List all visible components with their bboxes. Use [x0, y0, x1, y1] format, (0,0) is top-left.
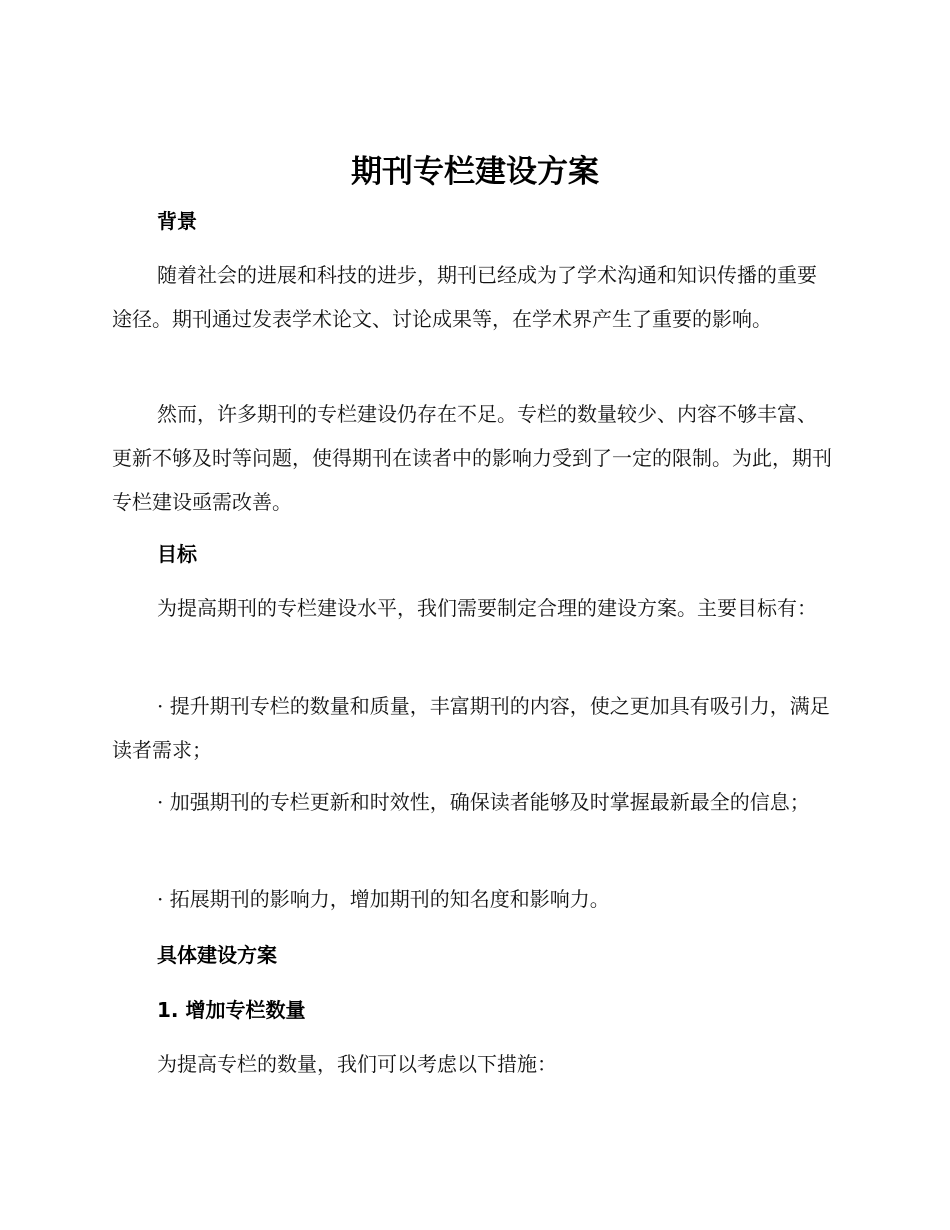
background-paragraph-1: 随着社会的进展和科技的进步，期刊已经成为了学术沟通和知识传播的重要途径。期刊通过发表学术论文、讨论成果等，在学术界产生了重要的影响。 [112, 263, 817, 331]
goals-bullet-3: · 拓展期刊的影响力，增加期刊的知名度和影响力。 [157, 887, 610, 911]
plan-measures-paragraph: 为提高专栏的数量，我们可以考虑以下措施： [157, 1052, 557, 1076]
section-heading-goals: 目标 [157, 542, 197, 566]
document-title: 期刊专栏建设方案 [351, 154, 599, 190]
goals-bullet-1: · 提升期刊专栏的数量和质量，丰富期刊的内容，使之更加具有吸引力，满足读者需求； [112, 694, 830, 762]
goals-bullet-2: · 加强期刊的专栏更新和时效性，确保读者能够及时掌握最新最全的信息； [157, 790, 810, 814]
background-paragraph-2: 然而，许多期刊的专栏建设仍存在不足。专栏的数量较少、内容不够丰富、更新不够及时等问题，使得期刊在读者中的影响力受到了一定的限制。为此，期刊专栏建设亟需改善。 [112, 402, 832, 514]
section-heading-plan: 具体建设方案 [157, 943, 277, 967]
goals-intro-paragraph: 为提高期刊的专栏建设水平，我们需要制定合理的建设方案。主要目标有： [157, 596, 817, 620]
plan-subheading-increase-columns: 1. 增加专栏数量 [157, 998, 306, 1022]
section-heading-background: 背景 [157, 209, 197, 233]
